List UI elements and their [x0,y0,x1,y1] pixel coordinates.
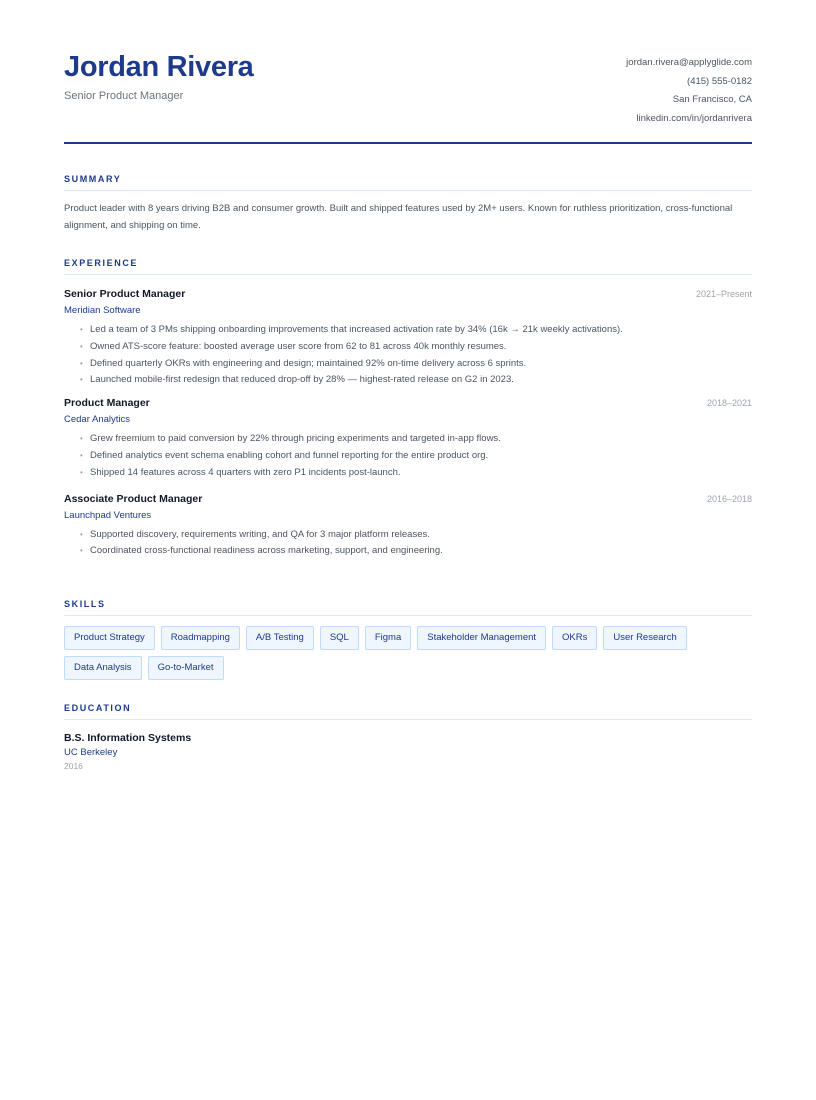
skill-chip: A/B Testing [246,626,314,650]
education-section [64,703,752,771]
job-entry [64,397,752,481]
skill-chip: User Research [603,626,686,650]
skill-chip: OKRs [552,626,597,650]
resume-page [64,0,752,771]
resume-header [64,0,752,144]
contact-phone: (415) 555-0182 [687,75,752,87]
job-title: Associate Product Manager [64,492,203,505]
bullet: • Shipped 14 features across 4 quarters with zero P1 incidents post-launch. [80,465,752,482]
skill-chip: Stakeholder Management [417,626,546,650]
candidate-name: Jordan Rivera [64,51,254,83]
degree: B.S. Information Systems [64,732,192,744]
job-dates: 2016–2018 [706,493,752,504]
summary-text: Product leader with 8 years driving B2B and consumer growth. Built and shipped features used by 2M+ users. Known for ruthless prioritization, cross-functional alignment, and shipping on time. [64,203,733,231]
job-bullets [64,431,752,481]
skill-chip: Product Strategy [64,626,155,650]
skills-section [64,599,752,680]
bullet: • Grew freemium to paid conversion by 22% through pricing experiments and targeted in-app flows. [80,431,752,448]
skills-list [64,626,752,680]
job-company: Cedar Analytics [64,414,131,426]
job-bullets [64,527,752,561]
job-dates: 2021–Present [695,289,752,299]
job-title: Product Manager [64,397,150,410]
contact-block [626,56,752,130]
summary-section [64,174,752,234]
candidate-title: Senior Product Manager [64,90,184,102]
bullet: • Supported discovery, requirements writing, and QA for 3 major platform releases. [80,527,752,544]
job-entry [64,288,752,389]
contact-email[interactable]: jordan.rivera@applyglide.com [626,57,752,68]
skills-heading: SKILLS [64,599,752,616]
job-bullets [64,322,752,389]
skill-chip: Go-to-Market [148,656,224,680]
skill-chip: Roadmapping [161,626,240,650]
skill-chip: SQL [320,626,359,650]
education-heading: EDUCATION [64,703,752,720]
experience-heading: EXPERIENCE [64,258,752,275]
job-company: Meridian Software [64,305,141,316]
school: UC Berkeley [64,747,118,758]
summary-heading: SUMMARY [64,174,752,191]
job-entry [64,493,752,561]
job-dates: 2018–2021 [706,398,752,409]
contact-linkedin[interactable]: linkedin.com/in/jordanrivera [636,112,752,124]
job-company: Launchpad Ventures [64,509,152,521]
bullet: • Owned ATS-score feature: boosted average user score from 62 to 81 across 40k monthly resumes. [80,339,752,356]
skill-chip: Data Analysis [64,656,142,680]
bullet: • Led a team of 3 PMs shipping onboarding improvements that increased activation rate by 34% (16k → 21k weekly activations). [80,322,752,339]
experience-section [64,258,752,560]
skill-chip: Figma [365,626,411,650]
graduation-year: 2016 [64,761,83,771]
bullet: • Defined quarterly OKRs with engineering and design; maintained 92% on-time delivery across 6 sprints. [80,356,752,373]
bullet: • Coordinated cross-functional readiness across marketing, support, and engineering. [80,543,752,560]
bullet: • Launched mobile-first redesign that reduced drop-off by 28% — highest-rated release on G2 in 2023. [80,372,752,389]
job-title: Senior Product Manager [64,288,186,300]
bullet: • Defined analytics event schema enabling cohort and funnel reporting for the entire product org. [80,448,752,465]
contact-location: San Francisco, CA [672,94,752,105]
